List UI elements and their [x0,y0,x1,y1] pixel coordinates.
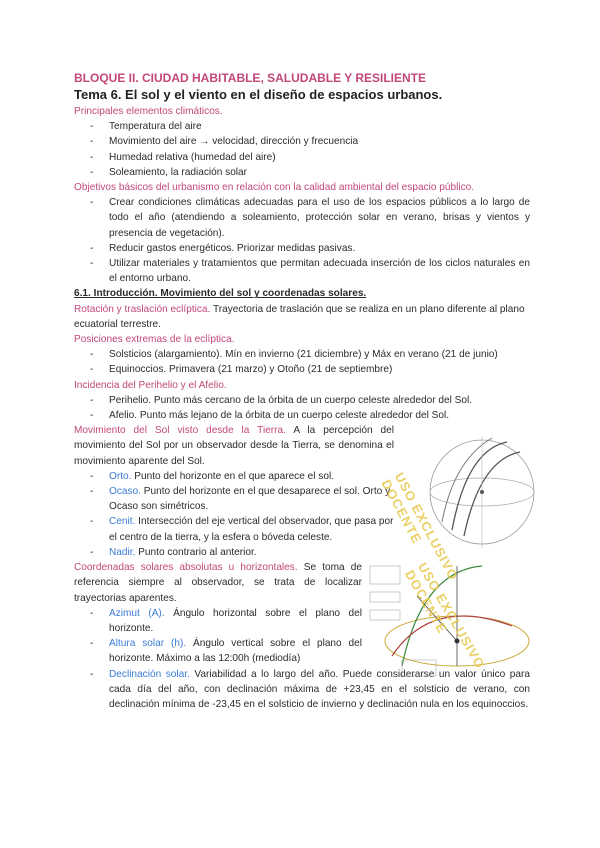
list-item: - Reducir gastos energéticos. Priorizar medidas pasivas. [74,241,530,256]
movement-text: A la percepción del movimiento del Sol por un observador desde la Tierra, se denomina el movimiento aparente del Sol. [74,425,394,467]
list-item [74,514,394,544]
term: Azimut (A). [109,607,165,619]
term: Ocaso. [109,486,141,498]
list-item: - Perihelio. Punto más cercano de la órbita de un cuerpo celeste alrededor del Sol. [74,393,530,408]
list-item [74,636,362,666]
list-item: - Movimiento del aire → velocidad, dirección y frecuencia [74,134,530,149]
movement-term: Movimiento del Sol visto desde la Tierra. [74,425,286,437]
list-item: - Afelio. Punto más lejano de la órbita de un cuerpo celeste alrededor del Sol. [74,408,530,423]
list-item: - Temperatura del aire [74,119,530,134]
definition: Punto contrario al anterior. [135,546,257,558]
section-heading: 6.1. Introducción. Movimiento del sol y coordenadas solares. [74,288,367,300]
coordinates-term: Coordenadas solares absolutas u horizontales. [74,562,298,574]
list-item: - Humedad relativa (humedad del aire) [74,150,530,165]
incidence-heading: Incidencia del Perihelio y el Afelio. [74,379,227,391]
list-item: - Equinoccios. Primavera (21 marzo) y Otoño (21 de septiembre) [74,362,530,377]
list-item [74,484,394,514]
rotation-term: Rotación y traslación eclíptica. [74,303,211,315]
elements-list [74,119,530,180]
positions-heading: Posiciones extremas de la eclíptica. [74,334,235,346]
term: Orto. [109,470,132,482]
incidence-list [74,393,530,423]
coordinates-paragraph [74,560,362,606]
definition: Ángulo vertical sobre el plano del horizonte. Máximo a las 12:00h (mediodía) [109,638,362,665]
definition: Punto del horizonte en el que aparece el sol. [131,470,335,482]
term: Nadir. [109,546,136,558]
movement-paragraph [74,423,394,469]
list-item: - Solsticios (alargamiento). Mín en invierno (21 diciembre) y Máx en verano (21 de junio) [74,347,530,362]
elements-heading: Principales elementos climáticos. [74,106,223,117]
positions-list [74,347,530,377]
movement-list [74,469,394,560]
objectives-heading: Objetivos básicos del urbanismo en relación con la calidad ambiental del espacio público. [74,182,475,194]
term: Cenit. [109,516,136,528]
rotation-text: Trayectoria de traslación que se realiza en un plano diferente al plano ecuatorial terrestre. [74,303,525,330]
list-item: - Utilizar materiales y tratamientos que permitan adecuada inserción de los ciclos naturales en el entorno urbano. [74,256,530,286]
rotation-paragraph [74,302,530,332]
term: Altura solar (h). [109,638,187,650]
objectives-list [74,195,530,286]
definition: Punto del horizonte en el que desaparece el sol. Orto y Ocaso son simétricos. [109,486,391,513]
block-heading: BLOQUE II. CIUDAD HABITABLE, SALUDABLE Y RESILIENTE [74,71,427,85]
topic-title: Tema 6. El sol y el viento en el diseño de espacios urbanos. [74,87,443,102]
list-item [74,606,362,636]
list-item [74,469,394,484]
term: Declinación solar. [109,668,190,680]
coordinates-text: Se toma de referencia siempre al observador, se trata de localizar trayectorias aparentes. [74,562,362,604]
list-item: - Crear condiciones climáticas adecuadas para el uso de los espacios públicos a lo largo de todo el año (atendiendo a soleamiento, protección solar en verano, brisas y vientos y presencia de vegetación). [74,195,530,241]
definition: Variabilidad a lo largo del año. Puede considerarse un valor único para cada día del año, con declinación máxima de +23,45 en el solsticio de verano, con declinación mínima de -23,45 en el solsticio de invierno y declinación nula en los equinoccios. [109,668,531,710]
list-item: - Soleamiento, la radiación solar [74,165,530,180]
definition: Ángulo horizontal sobre el plano del horizonte. [109,607,363,634]
watermark: USO EXCLUSIVO DOCENTE [402,560,488,672]
list-item [74,545,394,560]
definition: Intersección del eje vertical del observador, que pasa por el centro de la tierra, y la esfera o bóveda celeste. [109,516,394,543]
watermark: USO EXCLUSIVO DOCENTE [378,470,462,583]
